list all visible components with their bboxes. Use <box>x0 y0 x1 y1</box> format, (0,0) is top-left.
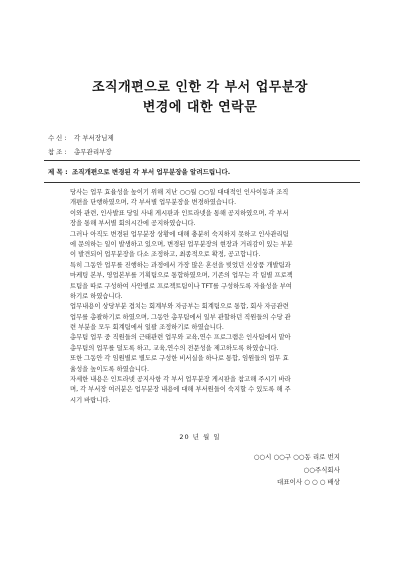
reference-label-2: 조 : <box>56 148 67 156</box>
body-line: 며, 각 부서장 여러분은 업무분장 내용에 대해 부서원들이 숙지할 수 있도록 해 주 <box>70 386 291 394</box>
reference-label: 참 <box>48 148 55 156</box>
ceo-signature: 대표이사 ○ ○ ○ 배상 <box>277 478 340 486</box>
document-title-line2: 변경에 대한 연락문 <box>142 100 258 115</box>
body-line: 업무내용이 상당부분 겹치는 회계부와 자금부는 회계팀으로 통합, 회사 자금관련 <box>70 303 289 311</box>
body-line: 트팀을 따로 구성하여 사안별로 프로젝트팀이나 TFT를 구성하도록 자율성을 부여 <box>70 282 292 290</box>
company-address: ○○시 ○○구 ○○동 리로 번지 <box>253 453 340 461</box>
body-line: 자세한 내용은 인트라넷 공지사항 각 부서 업무분장 게시판을 참고해 주시기 바라 <box>70 376 291 384</box>
recipient-label: 수 <box>48 134 55 142</box>
body-line: 장을 통해 부서별 회의시간에 공지하였습니다. <box>70 220 196 228</box>
subject-row <box>48 167 230 176</box>
body-line: 련 부분을 모두 회계팀에서 일괄 조정하기로 하였습니다. <box>70 324 224 332</box>
body-line: 율성을 높이도록 하였습니다. <box>70 365 149 373</box>
body-line: 총무팀의 업무를 덜도록 하고, 교육,연수의 전문성을 제고하도록 하였습니다. <box>70 344 279 352</box>
subject-label: 제 목 : <box>48 168 68 176</box>
body-line: 또한 그동안 각 임원별로 별도로 구성한 비서실을 하나로 통합, 임원들의 업무 효 <box>70 355 289 363</box>
body-line: 그러나 아직도 변경된 업무분장 상황에 대해 충분히 숙지하지 못하고 인사관리팀 <box>70 230 289 238</box>
recipient-label-2: 신 : <box>56 134 67 142</box>
subject-top-divider <box>44 160 360 161</box>
company-name: ○○주식회사 <box>303 466 340 474</box>
reference-row <box>48 147 112 156</box>
recipient-value: 각 부서장님제 <box>74 134 114 142</box>
body-line: 개편을 단행하였으며, 각 부서별 업무분장을 변경하였습니다. <box>70 199 237 207</box>
body-line: 마케팅 본부, 영업본부를 기획팀으로 통합하였으며, 기존의 업무는 각 팀별 프로젝 <box>70 272 293 280</box>
body-line: 하기로 하였습니다. <box>70 292 123 300</box>
body-line: 특히 그동안 업무를 진행하는 과정에서 가장 많은 혼선을 빚었던 신상품 개발팀과 <box>70 261 291 269</box>
document-date: 20 년 월 일 <box>179 433 221 441</box>
subject-bottom-divider <box>44 182 360 183</box>
body-line: 총무팀 업무 중 직원들의 근태관련 업무와 교육,연수 프로그램은 인사팀에서 맡아 <box>70 334 291 342</box>
body-line: 업무를 총괄하기로 하였으며, 그동안 총무팀에서 일부 관할하던 직원들의 수당 관 <box>70 313 291 321</box>
body-text <box>70 188 370 406</box>
body-line: 이 발견되어 업무분장을 다소 조정하고, 최종적으로 확정, 공고합니다. <box>70 251 261 259</box>
body-line: 시기 바랍니다. <box>70 396 111 404</box>
subject-value: 조직개편으로 변경된 각 부서 업무분장을 알려드립니다. <box>72 168 231 176</box>
body-line: 이와 관련, 인사발표 당일 사내 게시판과 인트라넷을 통해 공지하였으며, 각 부서 <box>70 209 289 217</box>
body-line: 당사는 업무 효율성을 높이기 위해 지난 ○○월 ○○일 대대적인 인사이동과 조직 <box>70 189 289 196</box>
reference-value: 총무관리부장 <box>74 148 112 156</box>
recipient-row <box>48 133 114 142</box>
document-title-line1: 조직개편으로 인한 각 부서 업무분장 <box>92 80 308 95</box>
body-line: 에 문의하는 일이 발생하고 있으며, 변경된 업무분장의 현장과 거리감이 있는 부분 <box>70 240 293 248</box>
